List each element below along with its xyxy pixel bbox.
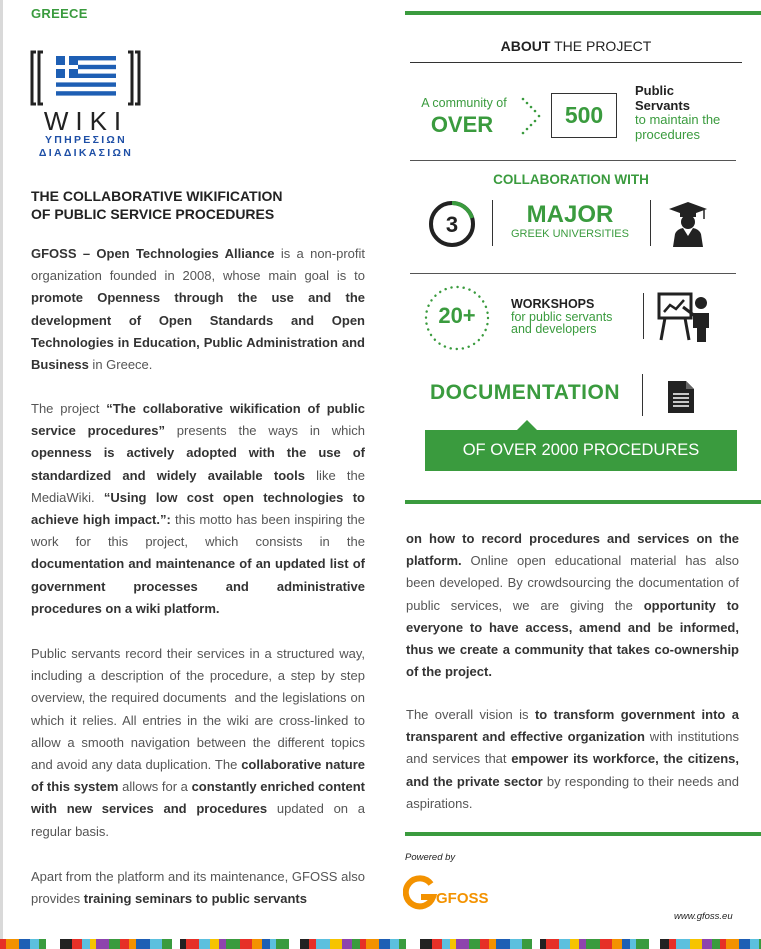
color-strip-block [352, 939, 360, 949]
color-strip-block [82, 939, 90, 949]
color-strip-block [660, 939, 669, 949]
document-title-line-1: THE COLLABORATIVE WIKIFICATION [31, 188, 283, 204]
color-strip-block [532, 939, 540, 949]
color-strip-block [330, 939, 342, 949]
middle-rule [405, 500, 761, 504]
color-strip-block [129, 939, 136, 949]
color-strip-block [120, 939, 129, 949]
bottom-rule [405, 832, 761, 836]
color-strip-block [60, 939, 72, 949]
color-strip-block [489, 939, 496, 949]
color-strip-block [136, 939, 150, 949]
color-strip-block [442, 939, 450, 949]
vertical-divider-4 [642, 374, 643, 416]
document-icon [666, 379, 696, 415]
workshops-title: WORKSHOPS [511, 297, 595, 311]
documentation-text: DOCUMENTATION [429, 381, 621, 404]
color-strip-block [702, 939, 712, 949]
paragraph-vision: The overall vision is to transform government into a transparent and effective organization with institutions and services that empower its workforce, the citizens, and the private sector by responding to their needs and aspirations. [406, 707, 739, 811]
color-strip-block [456, 939, 469, 949]
vertical-divider-3 [643, 293, 644, 339]
about-title [405, 38, 747, 54]
color-strip-block [316, 939, 330, 949]
color-strip-block [219, 939, 226, 949]
color-strip-block [210, 939, 219, 949]
color-strip-block [630, 939, 636, 949]
color-strip-block [46, 939, 60, 949]
color-strip-block [570, 939, 579, 949]
color-strip-block [450, 939, 456, 949]
color-strip-block [276, 939, 289, 949]
vertical-divider-2 [650, 200, 651, 246]
workshops-count: 20+ [438, 303, 476, 328]
color-strip-block [559, 939, 570, 949]
paragraph-platform: Apart from the platform and its maintenance, GFOSS also provides training seminars to public servants [31, 869, 365, 907]
color-strip-block [39, 939, 46, 949]
website-link[interactable]: www.gfoss.eu [674, 911, 733, 922]
color-strip-block [636, 939, 649, 949]
color-strip-block [432, 939, 442, 949]
color-strip-block [390, 939, 399, 949]
left-edge-bar [0, 0, 3, 949]
color-strip-block [360, 939, 366, 949]
greek-flag-logo-icon [30, 50, 142, 106]
gfoss-logo-text: GFOSS [436, 890, 489, 907]
color-strip-block [676, 939, 690, 949]
color-strip-block [252, 939, 262, 949]
color-strip-block [309, 939, 316, 949]
color-strip-block [72, 939, 82, 949]
color-strip-block [579, 939, 586, 949]
logo-wiki-text: WIKI [43, 106, 129, 136]
public-servants-title [635, 83, 745, 113]
color-strip-block [186, 939, 199, 949]
logo-subtitle-2: ΔΙΑΔΙΚΑΣΙΩΝ [38, 147, 134, 159]
color-strip-block [739, 939, 750, 949]
color-strip-block [399, 939, 406, 949]
about-title-bold: ABOUT [500, 38, 551, 54]
color-strip-block [240, 939, 252, 949]
color-strip-block [712, 939, 720, 949]
public-servants-sub-2: procedures [635, 127, 701, 142]
color-strip-block [522, 939, 532, 949]
color-strip-block [180, 939, 186, 949]
color-strip-block [420, 939, 432, 949]
color-strip-block [750, 939, 759, 949]
color-strip-block [226, 939, 240, 949]
logo-subtitle-1: ΥΠΗΡΕΣΙΩΝ [44, 134, 128, 146]
color-strip-block [172, 939, 180, 949]
major-text: MAJOR [526, 201, 614, 228]
decorative-color-strip [0, 939, 761, 949]
color-strip-block [469, 939, 480, 949]
circle-3-icon [428, 200, 476, 248]
greek-universities-text: GREEK UNIVERSITIES [511, 228, 629, 240]
over-text: OVER [430, 112, 494, 137]
paragraph-intro: GFOSS – Open Technologies Alliance is a non-profit organization founded in 2008, whose main goal is to promote Openness through the use and the development of Open Standards and Open Technologies in Education, Public Administration and Business in Greece. [31, 246, 366, 373]
color-strip-block [342, 939, 352, 949]
vertical-divider-1 [492, 200, 493, 246]
public-servants-title-1: Public [635, 83, 675, 98]
gfoss-logo-icon [403, 875, 437, 911]
color-strip-block [406, 939, 420, 949]
color-strip-block [366, 939, 379, 949]
collaboration-title: COLLABORATION WITH [493, 172, 649, 187]
color-strip-block [30, 939, 39, 949]
color-strip-block [0, 939, 6, 949]
community-text: A community of [421, 96, 507, 110]
color-strip-block [540, 939, 546, 949]
procedures-banner: OF OVER 2000 PROCEDURES [425, 430, 737, 471]
color-strip-block [6, 939, 19, 949]
color-strip-block [289, 939, 300, 949]
color-strip-block [612, 939, 622, 949]
color-strip-block [379, 939, 390, 949]
color-strip-block [546, 939, 559, 949]
about-rule [410, 62, 742, 63]
color-strip-block [510, 939, 522, 949]
paragraph-project: The project “The collaborative wikification of public service procedures” presents the ways in which openness is actively adopted with the use of standardized and widely available tools like the MediaWiki. “Using low cost open technologies to achieve high impact.”: this motto has been inspiring the work for this project, which consists in the documentation and maintenance of an updated list of government processes and administrative procedures on a wiki platform. [31, 401, 366, 616]
color-strip-block [300, 939, 309, 949]
color-strip-block [150, 939, 162, 949]
wiki-logo [30, 50, 145, 160]
color-strip-block [162, 939, 172, 949]
color-strip-block [690, 939, 702, 949]
about-title-rest: THE PROJECT [550, 38, 652, 54]
color-strip-block [19, 939, 30, 949]
color-strip-block [109, 939, 120, 949]
region-label: GREECE [31, 6, 88, 21]
color-strip-block [600, 939, 612, 949]
count-500-box: 500 [551, 93, 617, 138]
color-strip-block [270, 939, 276, 949]
color-strip-block [669, 939, 676, 949]
color-strip-block [496, 939, 510, 949]
arrow-dots-icon [520, 96, 542, 136]
color-strip-block [480, 939, 489, 949]
color-strip-block [90, 939, 96, 949]
workshops-sub-2: and developers [511, 322, 597, 336]
top-rule [405, 11, 761, 15]
paragraph-training: on how to record procedures and services on the platform. Online open educational material has also been developed. By crowdsourcing the documentation of public services, we are giving the opportunity to everyone to have access, amend and be informed, thus we create a community that takes co-ownership of the project. [406, 531, 739, 680]
divider-1 [410, 160, 736, 161]
paragraph-public-servants: Public servants record their services in a structured way, including a description of the procedure, a step by step overview, the required documents and the legislations on which it relies. All entries in the wiki are cross-linked to allow a smooth navigation between the different topics and avoid any data duplication. The collaborative nature of this system allows for a constantly enriched content with new services and procedures updated on a regular basis. [31, 646, 366, 839]
banner-pointer [517, 420, 537, 430]
gfoss-logo[interactable] [403, 875, 495, 911]
divider-2 [410, 273, 736, 274]
color-strip-block [622, 939, 630, 949]
color-strip-block [262, 939, 270, 949]
color-strip-block [96, 939, 109, 949]
color-strip-block [720, 939, 726, 949]
public-servants-sub-1: to maintain the [635, 112, 721, 127]
document-title-line-2: OF PUBLIC SERVICE PROCEDURES [31, 206, 275, 222]
presentation-icon [657, 290, 713, 344]
workshops-sub-1: for public servants [511, 310, 613, 324]
powered-by-label: Powered by [405, 852, 456, 863]
color-strip-block [649, 939, 660, 949]
graduate-icon [667, 200, 709, 248]
workshops-subtitle [511, 311, 641, 335]
color-strip-block [726, 939, 739, 949]
public-servants-title-2: Servants [635, 98, 690, 113]
document-title [31, 187, 366, 223]
uni-count: 3 [445, 212, 459, 237]
color-strip-block [199, 939, 210, 949]
public-servants-subtitle [635, 112, 745, 142]
color-strip-block [586, 939, 600, 949]
